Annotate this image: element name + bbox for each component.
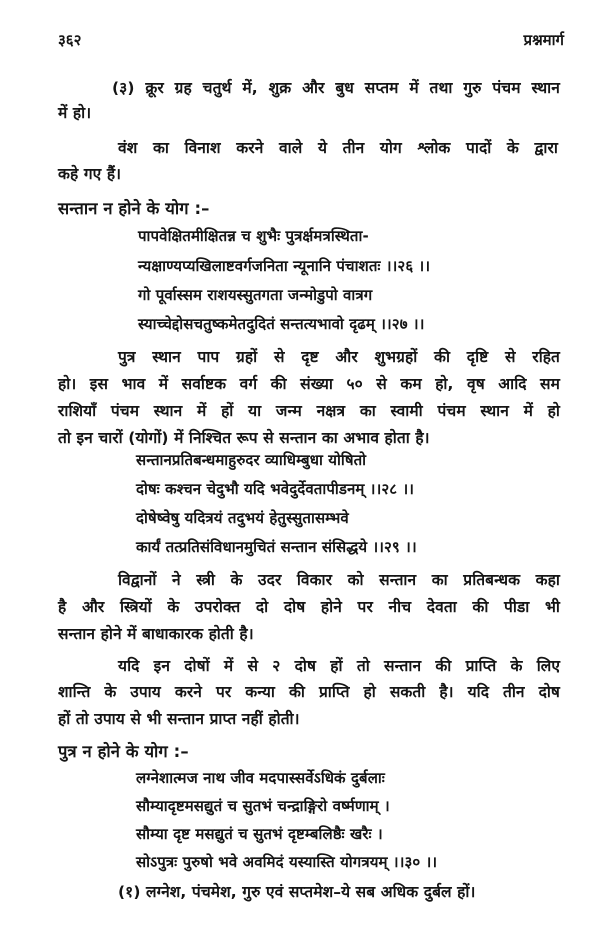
paragraph-line	[58, 595, 560, 617]
verse-line: सन्तानप्रतिबन्धमाहुरुदर व्याधिम्बुधा योषितो	[136, 451, 367, 469]
section-heading: सन्तान न होने के योग :–	[58, 199, 210, 218]
text-span: विद्वानों ने स्त्री के उदर विकार को सन्तान का प्रतिबन्धक कहा	[118, 571, 560, 589]
verse-line: सौम्यादृष्टमसद्युतं च सुतभं चन्द्राङ्गिरो वर्ष्मणाम् ।	[136, 797, 390, 815]
running-header-title: प्रश्नमार्ग	[523, 31, 564, 49]
text-span: यदि इन दोषों में से २ दोष हों तो सन्तान की प्राप्ति के लिए	[118, 657, 560, 675]
verse-line: पापवेक्षितमीक्षितन्न च शुभैः पुत्रर्क्षमत्रस्थिता-	[138, 227, 369, 245]
paragraph-line: सन्तान होने में बाधाकारक होती है।	[58, 625, 254, 643]
text-span: शान्ति के उपाय करने पर कन्या की प्राप्ति हो सकती है। यदि तीन दोष	[58, 683, 560, 701]
section-heading: पुत्र न होने के योग :–	[58, 742, 189, 761]
text-span: राशियाँ पंचम स्थान में हों या जन्म नक्षत्र का स्वामी पंचम स्थान में हो	[58, 402, 560, 420]
page-number: ३६२	[58, 31, 82, 49]
paragraph-line	[118, 136, 558, 158]
paragraph-line: में हो।	[58, 104, 92, 122]
text-span: वंश का विनाश करने वाले ये तीन योग श्लोक पादों के द्वारा	[118, 139, 558, 157]
paragraph-line	[58, 680, 560, 702]
verse-line: गो पूर्वास्सम राशयस्सुतगता जन्मोडुपो वात्रग	[138, 286, 373, 304]
verse-line: दोषः कश्चन चेदुभौ यदि भवेदुर्देवतापीडनम् ।।२८ ।।	[136, 480, 415, 498]
verse-line: स्याच्चेद्दोसचतुष्कमेतदुदितं सन्तत्यभावो दृढम् ।।२७ ।।	[138, 315, 425, 333]
paragraph-line	[118, 345, 560, 367]
paragraph-line: हों तो उपाय से भी सन्तान प्राप्त नहीं होती।	[58, 710, 300, 728]
verse-line: लग्नेशात्मज नाथ जीव मदपास्सर्वेऽधिकं दुर्बलाः	[136, 769, 385, 787]
text-span: है और स्त्रियों के उपरोक्त दो दोष होने पर नीच देवता की पीडा भी	[58, 598, 560, 616]
paragraph-line	[118, 568, 560, 590]
text-span: (३) क्रूर ग्रह चतुर्थ में, शुक्र और बुध सप्तम में तथा गुरु पंचम स्थान	[112, 79, 560, 97]
paragraph-line: (१) लग्नेश, पंचमेश, गुरु एवं सप्तमेश–ये सब अधिक दुर्बल हों।	[118, 883, 476, 901]
verse-line: सौम्या दृष्ट मसद्युतं च सुतभं दृष्टम्बलिष्ठैः खरैः ।	[136, 825, 383, 843]
paragraph-line: कहे गए हैं।	[58, 165, 122, 183]
verse-line: सोऽपुत्रः पुरुषो भवे अवमिदं यस्यास्ति योगत्रयम् ।।३० ।।	[136, 853, 438, 871]
paragraph-line	[58, 372, 560, 394]
verse-line: कार्यं तत्प्रतिसंविधानमुचितं सन्तान संसिद्धये ।।२९ ।।	[136, 538, 417, 556]
paragraph-line	[118, 654, 560, 676]
paragraph-line	[58, 399, 560, 421]
text-span: पुत्र स्थान पाप ग्रहों से दृष्ट और शुभग्रहों की दृष्टि से रहित	[118, 348, 560, 366]
text-span: हो। इस भाव में सर्वाष्टक वर्ग की संख्या ५० से कम हो, वृष आदि सम	[58, 375, 560, 393]
paragraph-line: तो इन चारों (योगों) में निश्चित रूप से सन्तान का अभाव होता है।	[58, 429, 430, 447]
paragraph-line	[112, 76, 560, 98]
verse-line: न्यक्षाण्यप्यखिलाष्टवर्गजनिता न्यूनानि पंचाशतः ।।२६ ।।	[138, 257, 431, 275]
verse-line: दोषेष्वेषु यदित्रयं तदुभयं हेतुस्सुतासम्भवे	[136, 509, 349, 527]
